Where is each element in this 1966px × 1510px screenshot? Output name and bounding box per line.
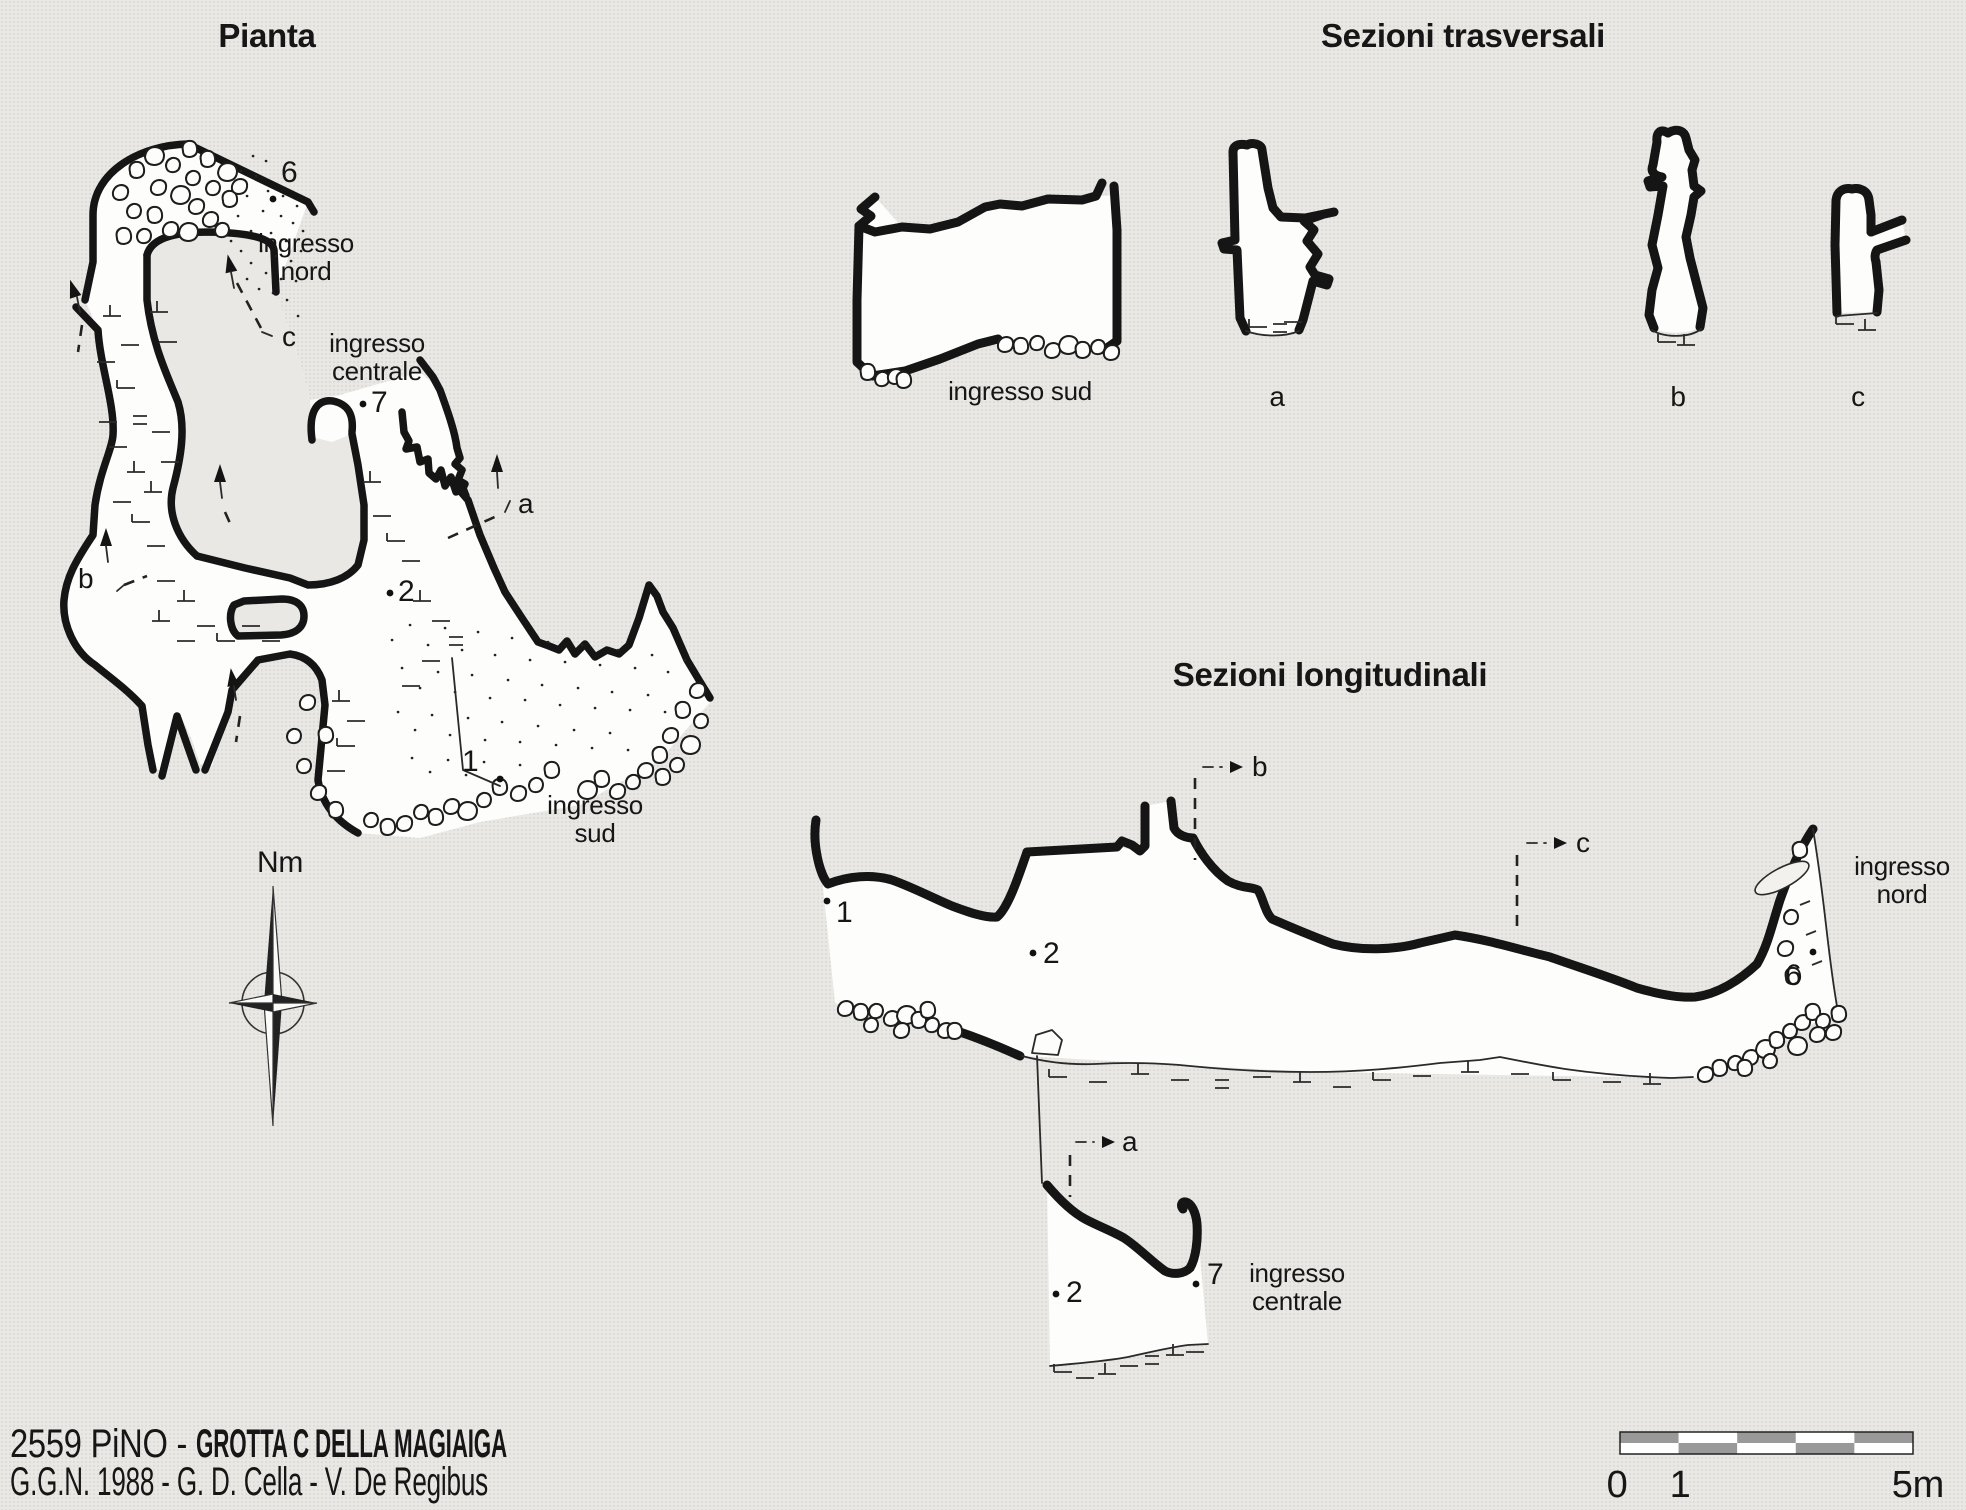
long-connector-line (1037, 1056, 1042, 1183)
cross-section-b (1648, 130, 1703, 412)
section-letter-b: b (78, 563, 94, 594)
long-trace-b (1195, 751, 1267, 860)
cave-title-line: 2559 PiNO - GROTTA C DELLA MAGIAIGA (10, 1422, 507, 1466)
long-sections-title: Sezioni longitudinali (1172, 656, 1488, 693)
label-ingresso-centrale-2: centrale (331, 356, 423, 386)
north-compass (229, 846, 317, 1126)
plan-view (64, 17, 712, 1126)
long-station-6: 6 (1785, 959, 1802, 992)
longitudinal-sections (815, 656, 1950, 1378)
label-ingresso-sud-2: sud (574, 818, 616, 848)
cross-section-c (1835, 188, 1906, 412)
cross-section-ingresso-sud (857, 183, 1119, 406)
cross-c-label: c (1851, 381, 1865, 412)
long-nord-label (1854, 851, 1950, 909)
label-ingresso-sud-1: ingresso (547, 790, 643, 820)
label-ingresso-centrale-1: ingresso (329, 328, 425, 358)
long-marker-a: a (1122, 1126, 1138, 1157)
cross-sud-label: ingresso sud (948, 376, 1092, 406)
plan-title: Pianta (218, 17, 316, 54)
scale-1: 1 (1669, 1464, 1691, 1506)
north-label: Nm (256, 846, 304, 879)
station-1: 1 (462, 745, 479, 778)
long-ingresso-centrale-1: ingresso (1249, 1258, 1345, 1288)
cross-b-label: b (1670, 381, 1686, 412)
section-letter-a: a (518, 488, 534, 519)
long-station-1: 1 (836, 896, 853, 929)
cross-sections (857, 17, 1906, 412)
section-letter-c: c (282, 321, 296, 352)
long-trace-a (1070, 1126, 1138, 1197)
long-ingresso-nord-1: ingresso (1854, 851, 1950, 881)
plan-pillar (231, 599, 304, 636)
label-ingresso-nord-1: ingresso (258, 228, 354, 258)
label-ingresso-nord-2: nord (280, 256, 332, 286)
long-station-2: 2 (1043, 937, 1060, 970)
scale-5m: 5m (1891, 1464, 1944, 1506)
long-ingresso-nord-2: nord (1876, 879, 1928, 909)
scale-0: 0 (1606, 1464, 1628, 1506)
long-station-2b: 2 (1066, 1276, 1083, 1309)
title-block (10, 1422, 507, 1504)
station-2: 2 (398, 575, 415, 608)
cross-a-label: a (1269, 381, 1285, 412)
authors-line: G.G.N. 1988 - G. D. Cella - V. De Regibus (10, 1460, 488, 1504)
scale-bar (1607, 1432, 1944, 1506)
long-ingresso-centrale-2: centrale (1251, 1286, 1343, 1316)
long-marker-b: b (1252, 751, 1268, 782)
long-trace-c (1517, 827, 1590, 933)
long-centrale-label (1249, 1258, 1345, 1316)
long-marker-c: c (1576, 827, 1590, 858)
station-6: 6 (281, 156, 298, 189)
long-station-7: 7 (1207, 1258, 1224, 1291)
station-7: 7 (371, 386, 388, 419)
cross-section-a (1222, 144, 1334, 412)
cross-sections-title: Sezioni trasversali (1320, 17, 1606, 54)
